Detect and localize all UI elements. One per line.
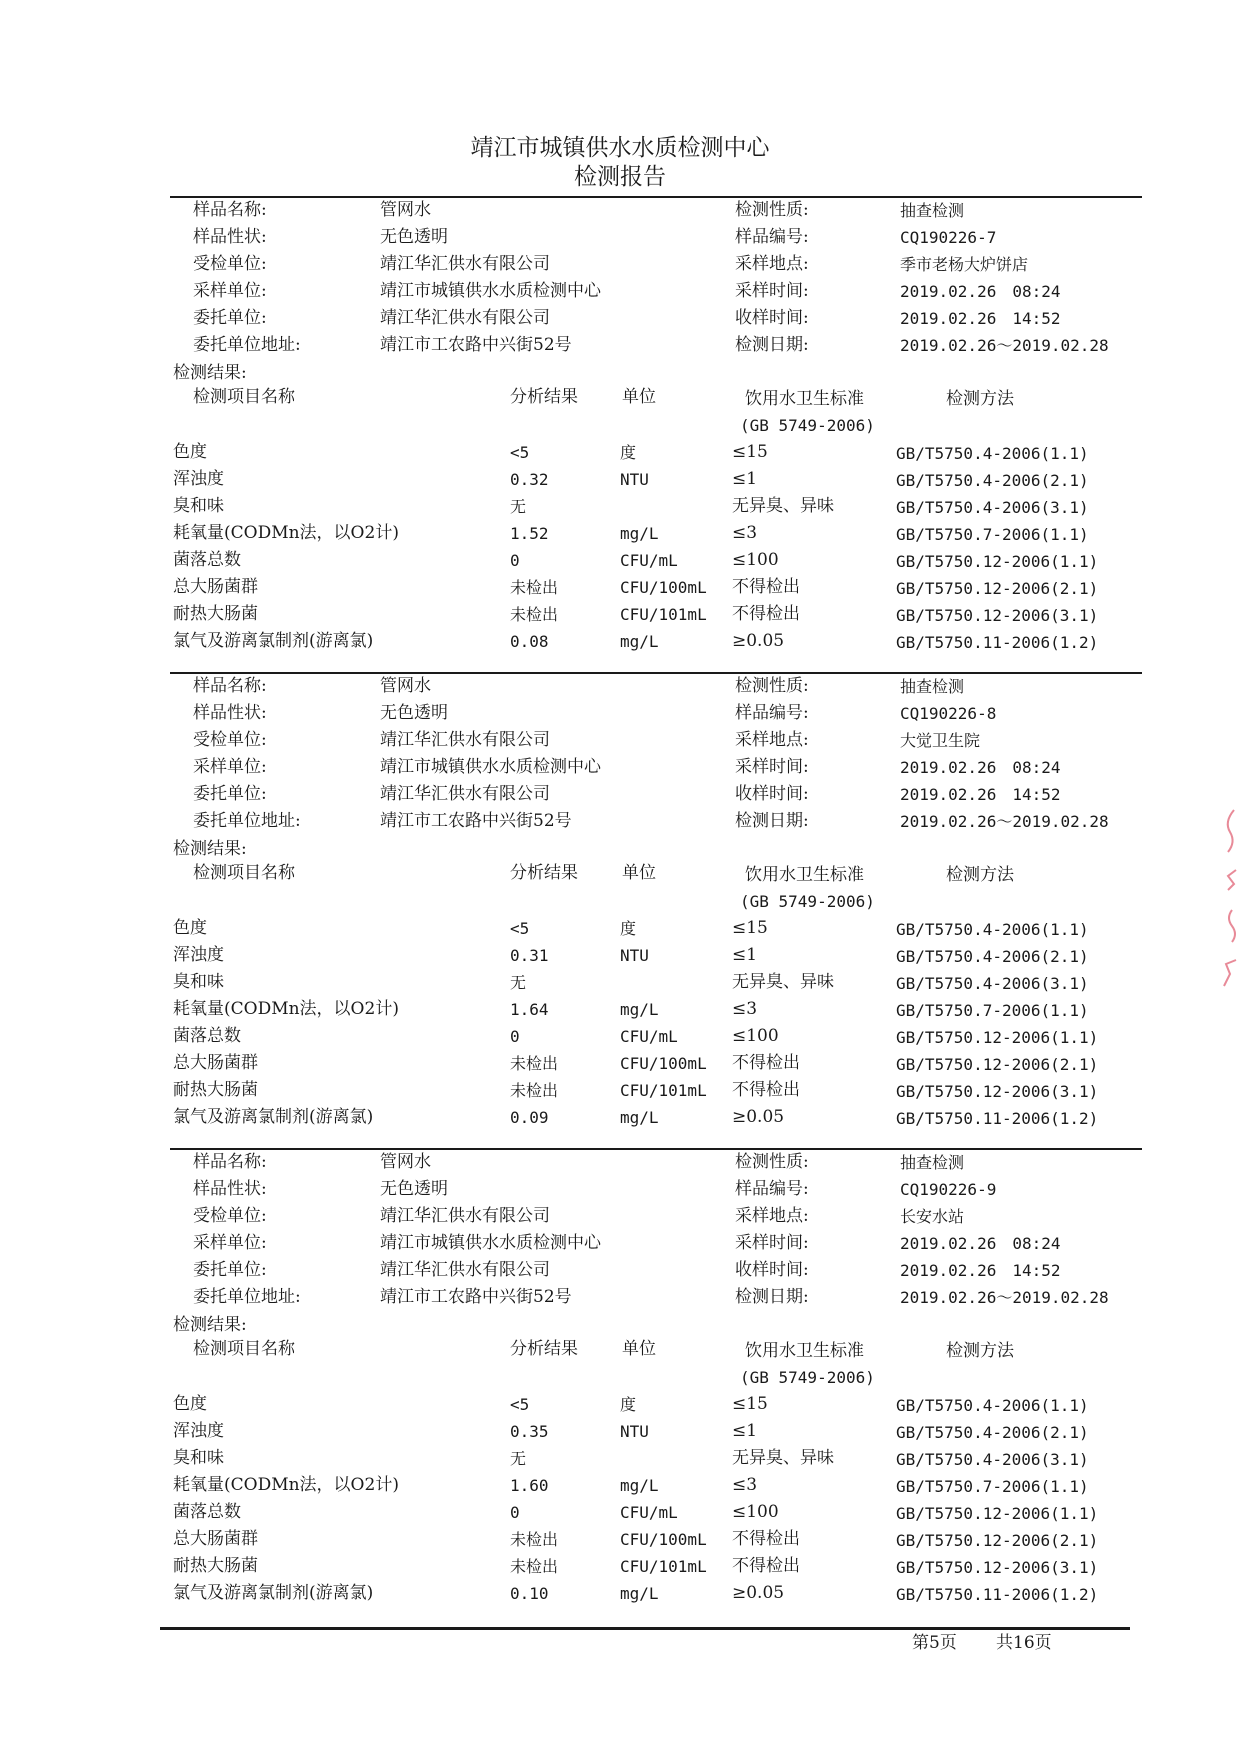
field-label-receipt-time: 收样时间: [735, 784, 809, 804]
field-label-client-address: 委托单位地址: [193, 335, 301, 355]
column-header-method: 检测方法 [946, 389, 1014, 409]
field-label-test-nature: 检测性质: [735, 676, 809, 696]
field-value-test-nature: 抽查检测 [900, 677, 965, 696]
row-standard: ≤1 [732, 945, 758, 965]
column-header-result: 分析结果 [510, 1339, 578, 1359]
row-standard: 无异臭、异味 [732, 496, 834, 516]
row-item-name: 氯气及游离氯制剂(游离氯) [173, 631, 374, 651]
field-label-sampling-time: 采样时间: [735, 757, 809, 777]
row-standard: ≤100 [732, 1026, 779, 1046]
row-method: GB/T5750.4-2006(3.1) [896, 498, 1089, 517]
row-result: 0 [510, 1503, 520, 1522]
row-unit: NTU [620, 1422, 649, 1441]
row-result: <5 [510, 919, 530, 938]
row-result: 0 [510, 1027, 520, 1046]
row-unit: CFU/100mL [620, 578, 707, 597]
field-value-sample-state: 无色透明 [380, 703, 448, 723]
field-label-receipt-time: 收样时间: [735, 1260, 809, 1280]
section-top-rule [170, 1148, 1142, 1150]
row-unit: CFU/mL [620, 1503, 678, 1522]
row-method: GB/T5750.12-2006(2.1) [896, 1531, 1099, 1550]
table-row [0, 495, 1240, 519]
row-item-name: 菌落总数 [173, 1502, 241, 1522]
row-item-name: 臭和味 [173, 496, 224, 516]
results-heading: 检测结果: [173, 363, 247, 383]
row-standard: 无异臭、异味 [732, 972, 834, 992]
field-label-sample-no: 样品编号: [735, 1179, 809, 1199]
row-standard: ≤100 [732, 550, 779, 570]
column-header-unit: 单位 [622, 387, 656, 407]
row-method: GB/T5750.11-2006(1.2) [896, 1585, 1099, 1604]
table-row [0, 522, 1240, 546]
field-value-sample-name: 管网水 [380, 1152, 431, 1172]
row-result: 未检出 [510, 605, 559, 624]
report-section [0, 196, 1240, 666]
page-number: 第5页 [912, 1633, 957, 1653]
row-item-name: 臭和味 [173, 972, 224, 992]
report-title: 检测报告 [574, 164, 666, 190]
field-label-client-address: 委托单位地址: [193, 1287, 301, 1307]
row-item-name: 浑浊度 [173, 469, 224, 489]
page-total: 共16页 [996, 1633, 1052, 1653]
row-standard: ≤1 [732, 1421, 758, 1441]
field-value-receipt-time: 2019.02.26 14:52 [900, 309, 1061, 328]
column-header-result: 分析结果 [510, 863, 578, 883]
row-result: 无 [510, 497, 527, 516]
table-row [0, 1052, 1240, 1076]
field-value-client-unit: 靖江华汇供水有限公司 [380, 308, 550, 328]
table-row [0, 1025, 1240, 1049]
row-result: 未检出 [510, 578, 559, 597]
column-header-method: 检测方法 [946, 1341, 1014, 1361]
row-standard: ≤3 [732, 999, 758, 1019]
row-unit: 度 [620, 443, 637, 462]
row-result: 0.09 [510, 1108, 549, 1127]
row-standard: 不得检出 [732, 1529, 800, 1549]
field-value-test-date: 2019.02.26～2019.02.28 [900, 812, 1109, 831]
row-item-name: 氯气及游离氯制剂(游离氯) [173, 1583, 374, 1603]
field-label-inspected-unit: 受检单位: [193, 1206, 267, 1226]
table-row [0, 1528, 1240, 1552]
field-label-client-address: 委托单位地址: [193, 811, 301, 831]
row-method: GB/T5750.12-2006(3.1) [896, 1082, 1099, 1101]
row-item-name: 总大肠菌群 [173, 577, 258, 597]
row-unit: mg/L [620, 1476, 659, 1495]
row-unit: 度 [620, 1395, 637, 1414]
table-row [0, 971, 1240, 995]
field-label-sample-state: 样品性状: [193, 1179, 267, 1199]
column-header-method: 检测方法 [946, 865, 1014, 885]
field-value-sampling-unit: 靖江市城镇供水水质检测中心 [380, 1233, 601, 1253]
row-unit: mg/L [620, 1000, 659, 1019]
row-item-name: 氯气及游离氯制剂(游离氯) [173, 1107, 374, 1127]
table-row [0, 1393, 1240, 1417]
row-result: 0.35 [510, 1422, 549, 1441]
field-value-sampling-time: 2019.02.26 08:24 [900, 282, 1061, 301]
bottom-divider [160, 1627, 1130, 1630]
field-label-client-unit: 委托单位: [193, 308, 267, 328]
row-standard: ≤15 [732, 442, 768, 462]
row-standard: 不得检出 [732, 1556, 800, 1576]
row-unit: 度 [620, 919, 637, 938]
report-section [0, 672, 1240, 1142]
results-heading: 检测结果: [173, 1315, 247, 1335]
row-method: GB/T5750.12-2006(1.1) [896, 1504, 1099, 1523]
row-unit: NTU [620, 470, 649, 489]
row-standard: ≥0.05 [732, 1583, 785, 1603]
field-value-sample-name: 管网水 [380, 200, 431, 220]
row-standard: ≤15 [732, 1394, 768, 1414]
column-header-unit: 单位 [622, 1339, 656, 1359]
field-label-test-nature: 检测性质: [735, 200, 809, 220]
table-row [0, 1447, 1240, 1471]
table-row [0, 1079, 1240, 1103]
field-label-sampling-time: 采样时间: [735, 281, 809, 301]
field-label-sampling-site: 采样地点: [735, 1206, 809, 1226]
row-standard: ≤15 [732, 918, 768, 938]
row-result: 0.08 [510, 632, 549, 651]
results-heading: 检测结果: [173, 839, 247, 859]
column-header-item: 检测项目名称 [193, 387, 295, 407]
field-label-test-date: 检测日期: [735, 1287, 809, 1307]
field-label-sample-no: 样品编号: [735, 227, 809, 247]
field-value-test-nature: 抽查检测 [900, 201, 965, 220]
row-item-name: 色度 [173, 1394, 207, 1414]
row-item-name: 耐热大肠菌 [173, 604, 258, 624]
column-header-standard-ref: (GB 5749-2006) [740, 892, 875, 911]
row-item-name: 色度 [173, 442, 207, 462]
row-item-name: 耗氧量(CODMn法，以O2计) [173, 1475, 399, 1495]
row-unit: CFU/101mL [620, 1557, 707, 1576]
table-row [0, 1555, 1240, 1579]
row-result: 无 [510, 973, 527, 992]
row-standard: ≥0.05 [732, 631, 785, 651]
row-unit: mg/L [620, 1108, 659, 1127]
field-label-client-unit: 委托单位: [193, 784, 267, 804]
table-row [0, 998, 1240, 1022]
field-label-inspected-unit: 受检单位: [193, 254, 267, 274]
row-item-name: 菌落总数 [173, 1026, 241, 1046]
field-value-sample-no: CQ190226-7 [900, 228, 997, 247]
row-standard: 不得检出 [732, 604, 800, 624]
field-value-test-nature: 抽查检测 [900, 1153, 965, 1172]
table-row [0, 917, 1240, 941]
row-item-name: 耐热大肠菌 [173, 1556, 258, 1576]
field-value-sample-no: CQ190226-8 [900, 704, 997, 723]
field-label-sampling-unit: 采样单位: [193, 1233, 267, 1253]
row-unit: mg/L [620, 524, 659, 543]
row-standard: ≤1 [732, 469, 758, 489]
field-value-sampling-unit: 靖江市城镇供水水质检测中心 [380, 281, 601, 301]
row-result: <5 [510, 1395, 530, 1414]
row-standard: 无异臭、异味 [732, 1448, 834, 1468]
column-header-standard: 饮用水卫生标准 [745, 1341, 864, 1361]
row-method: GB/T5750.4-2006(3.1) [896, 974, 1089, 993]
field-value-inspected-unit: 靖江华汇供水有限公司 [380, 730, 550, 750]
row-result: 1.60 [510, 1476, 549, 1495]
row-result: 0.32 [510, 470, 549, 489]
row-result: 未检出 [510, 1081, 559, 1100]
row-standard: ≤3 [732, 1475, 758, 1495]
row-item-name: 浑浊度 [173, 945, 224, 965]
field-label-sample-state: 样品性状: [193, 227, 267, 247]
field-value-sampling-unit: 靖江市城镇供水水质检测中心 [380, 757, 601, 777]
field-value-sample-state: 无色透明 [380, 1179, 448, 1199]
field-label-test-date: 检测日期: [735, 811, 809, 831]
field-label-sample-no: 样品编号: [735, 703, 809, 723]
table-row [0, 1474, 1240, 1498]
row-result: 0 [510, 551, 520, 570]
field-value-client-address: 靖江市工农路中兴街52号 [380, 335, 572, 355]
row-unit: CFU/mL [620, 551, 678, 570]
row-standard: 不得检出 [732, 577, 800, 597]
column-header-unit: 单位 [622, 863, 656, 883]
section-top-rule [170, 196, 1142, 198]
row-unit: NTU [620, 946, 649, 965]
row-standard: ≤3 [732, 523, 758, 543]
field-value-inspected-unit: 靖江华汇供水有限公司 [380, 1206, 550, 1226]
row-method: GB/T5750.11-2006(1.2) [896, 1109, 1099, 1128]
row-result: 未检出 [510, 1054, 559, 1073]
report-section [0, 1148, 1240, 1618]
field-value-test-date: 2019.02.26～2019.02.28 [900, 336, 1109, 355]
row-standard: ≥0.05 [732, 1107, 785, 1127]
row-item-name: 总大肠菌群 [173, 1529, 258, 1549]
field-label-sample-name: 样品名称: [193, 1152, 267, 1172]
row-result: 1.52 [510, 524, 549, 543]
field-value-receipt-time: 2019.02.26 14:52 [900, 785, 1061, 804]
column-header-standard-ref: (GB 5749-2006) [740, 1368, 875, 1387]
column-header-standard-ref: (GB 5749-2006) [740, 416, 875, 435]
row-result: 1.64 [510, 1000, 549, 1019]
field-value-sample-name: 管网水 [380, 676, 431, 696]
row-method: GB/T5750.12-2006(2.1) [896, 579, 1099, 598]
field-value-sample-state: 无色透明 [380, 227, 448, 247]
field-value-client-unit: 靖江华汇供水有限公司 [380, 1260, 550, 1280]
stamp-fragment [1210, 800, 1240, 1010]
row-item-name: 臭和味 [173, 1448, 224, 1468]
row-method: GB/T5750.12-2006(3.1) [896, 1558, 1099, 1577]
field-value-sampling-time: 2019.02.26 08:24 [900, 758, 1061, 777]
row-item-name: 色度 [173, 918, 207, 938]
field-value-receipt-time: 2019.02.26 14:52 [900, 1261, 1061, 1280]
field-value-test-date: 2019.02.26～2019.02.28 [900, 1288, 1109, 1307]
row-unit: CFU/100mL [620, 1054, 707, 1073]
row-standard: ≤100 [732, 1502, 779, 1522]
row-unit: CFU/101mL [620, 605, 707, 624]
field-label-sample-name: 样品名称: [193, 676, 267, 696]
field-label-sample-name: 样品名称: [193, 200, 267, 220]
row-result: 未检出 [510, 1530, 559, 1549]
row-method: GB/T5750.4-2006(2.1) [896, 947, 1089, 966]
row-method: GB/T5750.12-2006(2.1) [896, 1055, 1099, 1074]
field-label-sample-state: 样品性状: [193, 703, 267, 723]
row-result: 无 [510, 1449, 527, 1468]
row-method: GB/T5750.7-2006(1.1) [896, 1001, 1089, 1020]
table-row [0, 576, 1240, 600]
table-row [0, 1106, 1240, 1130]
field-value-inspected-unit: 靖江华汇供水有限公司 [380, 254, 550, 274]
row-result: 0.10 [510, 1584, 549, 1603]
column-header-standard: 饮用水卫生标准 [745, 389, 864, 409]
column-header-item: 检测项目名称 [193, 1339, 295, 1359]
column-header-standard: 饮用水卫生标准 [745, 865, 864, 885]
row-unit: CFU/mL [620, 1027, 678, 1046]
field-label-sampling-unit: 采样单位: [193, 757, 267, 777]
table-row [0, 549, 1240, 573]
row-method: GB/T5750.12-2006(1.1) [896, 1028, 1099, 1047]
row-result: 未检出 [510, 1557, 559, 1576]
table-row [0, 441, 1240, 465]
column-header-item: 检测项目名称 [193, 863, 295, 883]
row-result: <5 [510, 443, 530, 462]
field-label-sampling-time: 采样时间: [735, 1233, 809, 1253]
table-row [0, 944, 1240, 968]
field-value-sampling-site: 长安水站 [900, 1207, 965, 1226]
row-method: GB/T5750.11-2006(1.2) [896, 633, 1099, 652]
field-label-sampling-unit: 采样单位: [193, 281, 267, 301]
row-method: GB/T5750.4-2006(3.1) [896, 1450, 1089, 1469]
section-top-rule [170, 672, 1142, 674]
table-row [0, 468, 1240, 492]
column-header-result: 分析结果 [510, 387, 578, 407]
row-item-name: 菌落总数 [173, 550, 241, 570]
field-value-client-address: 靖江市工农路中兴街52号 [380, 1287, 572, 1307]
row-item-name: 耗氧量(CODMn法，以O2计) [173, 999, 399, 1019]
row-item-name: 耐热大肠菌 [173, 1080, 258, 1100]
field-value-sampling-site: 季市老杨大炉饼店 [900, 255, 1029, 274]
row-item-name: 耗氧量(CODMn法，以O2计) [173, 523, 399, 543]
field-value-client-address: 靖江市工农路中兴街52号 [380, 811, 572, 831]
table-row [0, 603, 1240, 627]
row-standard: 不得检出 [732, 1080, 800, 1100]
row-unit: mg/L [620, 632, 659, 651]
field-label-test-date: 检测日期: [735, 335, 809, 355]
table-row [0, 1582, 1240, 1606]
row-unit: mg/L [620, 1584, 659, 1603]
row-method: GB/T5750.4-2006(2.1) [896, 1423, 1089, 1442]
org-title: 靖江市城镇供水水质检测中心 [470, 135, 770, 161]
field-label-test-nature: 检测性质: [735, 1152, 809, 1172]
field-label-client-unit: 委托单位: [193, 1260, 267, 1280]
table-row [0, 1420, 1240, 1444]
field-label-inspected-unit: 受检单位: [193, 730, 267, 750]
row-unit: CFU/101mL [620, 1081, 707, 1100]
field-value-sample-no: CQ190226-9 [900, 1180, 997, 1199]
row-unit: CFU/100mL [620, 1530, 707, 1549]
table-row [0, 1501, 1240, 1525]
row-method: GB/T5750.12-2006(1.1) [896, 552, 1099, 571]
field-value-sampling-time: 2019.02.26 08:24 [900, 1234, 1061, 1253]
row-result: 0.31 [510, 946, 549, 965]
table-row [0, 630, 1240, 654]
row-method: GB/T5750.4-2006(1.1) [896, 1396, 1089, 1415]
row-method: GB/T5750.7-2006(1.1) [896, 1477, 1089, 1496]
row-method: GB/T5750.4-2006(1.1) [896, 444, 1089, 463]
row-method: GB/T5750.4-2006(1.1) [896, 920, 1089, 939]
row-standard: 不得检出 [732, 1053, 800, 1073]
field-value-sampling-site: 大觉卫生院 [900, 731, 981, 750]
field-label-sampling-site: 采样地点: [735, 254, 809, 274]
row-method: GB/T5750.12-2006(3.1) [896, 606, 1099, 625]
field-label-receipt-time: 收样时间: [735, 308, 809, 328]
row-method: GB/T5750.4-2006(2.1) [896, 471, 1089, 490]
field-value-client-unit: 靖江华汇供水有限公司 [380, 784, 550, 804]
row-item-name: 浑浊度 [173, 1421, 224, 1441]
field-label-sampling-site: 采样地点: [735, 730, 809, 750]
row-item-name: 总大肠菌群 [173, 1053, 258, 1073]
row-method: GB/T5750.7-2006(1.1) [896, 525, 1089, 544]
